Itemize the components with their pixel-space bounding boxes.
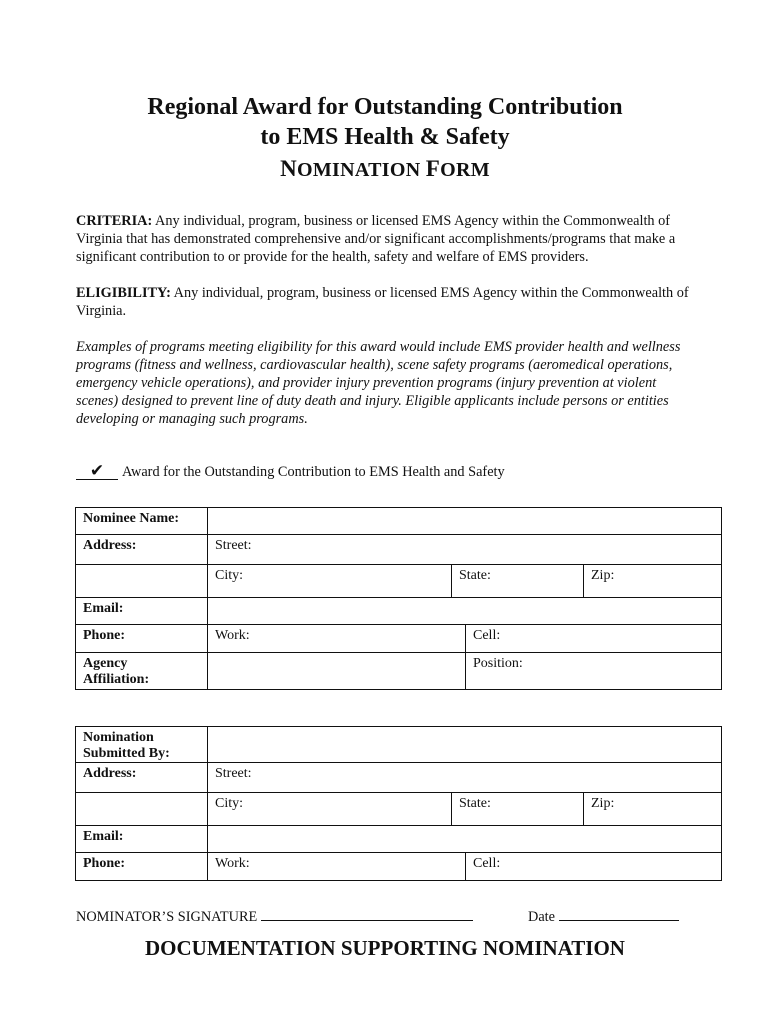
form-title-orm: ORM [440, 159, 490, 181]
nominee-agency-field[interactable] [208, 653, 465, 689]
nominee-cell-label: Cell: [473, 628, 501, 643]
nominee-name-field[interactable] [208, 508, 722, 535]
nominator-cell-phone-field[interactable] [465, 853, 721, 880]
nominator-street-field[interactable] [208, 763, 722, 793]
nominee-address-blank [76, 565, 208, 598]
nominator-address-label: Address: [76, 763, 208, 793]
signature-line[interactable] [261, 906, 473, 921]
nominee-work-phone-field[interactable] [208, 625, 465, 652]
nominator-city-state-zip [208, 793, 722, 826]
nominee-work-label: Work: [215, 628, 250, 643]
nominee-phone-label: Phone: [76, 625, 208, 653]
nominator-submitted-label [76, 727, 208, 763]
nominee-zip-field[interactable] [583, 565, 721, 597]
eligibility-label: ELIGIBILITY: [76, 285, 171, 301]
nominator-address-blank [76, 793, 208, 826]
nominee-street-field[interactable] [208, 535, 722, 565]
examples-paragraph: Examples of programs meeting eligibility for this award would include EMS provider health and wellness programs (fitness and wellness, cardiovascular health), scene safety programs (aeromedical operations, emergency vehicle operations), and provider injury prevention programs (injury prevention at violent scenes) designed to prevent line of duty death and injury. Eligible applicants include persons or entities developing or managing such programs. [76, 339, 681, 427]
award-title-line-1: Regional Award for Outstanding Contribution [147, 94, 623, 120]
eligibility-text: Any individual, program, business or licensed EMS Agency within the Commonwealth of Virginia. [76, 285, 689, 319]
nominee-state-label: State: [459, 568, 491, 583]
nominator-cell-label: Cell: [473, 856, 501, 871]
nominator-phone-row [208, 853, 722, 881]
form-title [0, 154, 770, 185]
nominator-street-label: Street: [215, 766, 252, 781]
award-label: Award for the Outstanding Contribution to EMS Health and Safety [122, 464, 505, 480]
date-label: Date [528, 909, 555, 925]
nominee-city-label: City: [215, 568, 244, 583]
nominator-name-field[interactable] [208, 727, 722, 763]
nominator-work-label: Work: [215, 856, 250, 871]
nominee-city-field[interactable] [208, 565, 451, 597]
nominee-name-label: Nominee Name: [76, 508, 208, 535]
nominee-phone-row [208, 625, 722, 653]
nominee-email-label: Email: [76, 598, 208, 625]
date-line[interactable] [559, 906, 679, 921]
nominator-zip-field[interactable] [583, 793, 721, 825]
nominator-city-label: City: [215, 796, 244, 811]
nominee-position-field[interactable] [465, 653, 721, 689]
nominee-position-label: Position: [473, 656, 523, 671]
nominee-email-field[interactable] [208, 598, 722, 625]
criteria-paragraph [76, 212, 694, 266]
award-selection [76, 462, 505, 482]
signature-date [528, 906, 679, 927]
nominator-zip-label: Zip: [591, 796, 615, 811]
nominee-agency-label [76, 653, 208, 690]
submitted-label-line-1: Nomination [83, 730, 154, 745]
nominee-table [75, 507, 722, 690]
agency-label-line-2: Affiliation: [83, 672, 150, 687]
criteria-label: CRITERIA: [76, 213, 153, 229]
form-title-n: N [280, 156, 298, 181]
nominator-phone-label: Phone: [76, 853, 208, 881]
nominator-email-field[interactable] [208, 826, 722, 853]
nominator-email-label: Email: [76, 826, 208, 853]
nominee-state-field[interactable] [451, 565, 583, 597]
documentation-heading: DOCUMENTATION SUPPORTING NOMINATION [145, 936, 625, 960]
eligibility-paragraph [76, 284, 694, 320]
award-checkbox[interactable]: ✔ [76, 463, 118, 480]
nominator-state-field[interactable] [451, 793, 583, 825]
nominee-city-state-zip [208, 565, 722, 598]
agency-label-line-1: Agency [83, 656, 128, 671]
nominator-table [75, 726, 722, 881]
nominator-signature [76, 906, 473, 927]
nominee-zip-label: Zip: [591, 568, 615, 583]
nominator-work-phone-field[interactable] [208, 853, 465, 880]
signature-label: NOMINATOR’S SIGNATURE [76, 909, 258, 925]
criteria-text: Any individual, program, business or licensed EMS Agency within the Commonwealth of Virginia that has demonstrated comprehensive and/or significant accomplishments/programs that make a significant contribution to or provide for the health, safety and welfare of EMS providers. [76, 213, 676, 265]
nominator-state-label: State: [459, 796, 491, 811]
nominee-address-label: Address: [76, 535, 208, 565]
nominee-agency-row [208, 653, 722, 690]
form-title-f: F [425, 156, 441, 181]
nominee-street-label: Street: [215, 538, 252, 553]
award-title-line-2: to EMS Health & Safety [260, 124, 510, 150]
submitted-label-line-2: Submitted By: [83, 746, 170, 761]
form-title-omination: OMINATION [297, 159, 426, 181]
nominee-cell-phone-field[interactable] [465, 625, 721, 652]
nominator-city-field[interactable] [208, 793, 451, 825]
